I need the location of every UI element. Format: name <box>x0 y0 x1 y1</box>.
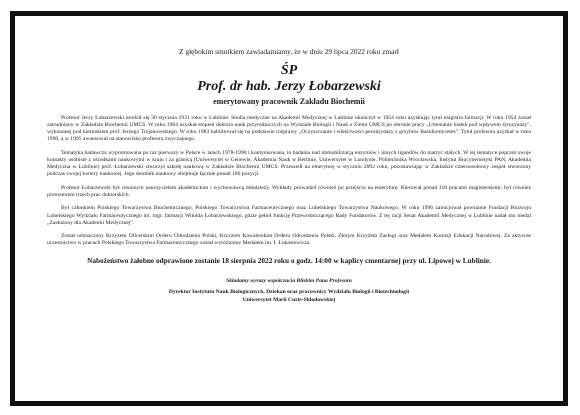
deceased-name: Prof. dr hab. Jerzy Łobarzewski <box>197 79 381 94</box>
intro-text: Z głębokim smutkiem zawiadamiamy, że w dniu 29 lipca 2022 roku zmarł <box>179 47 399 56</box>
bio-paragraph: Profesor Jerzy Łobarzewski urodził się 30 stycznia 1931 roku w Lublinie. Studia medyczne na Akademii Medycznej w Lublinie ukończył w 1954 roku uzyskując tytuł magistra farmacji. W roku 1954 został zatrudniony w Zakładzie Biochemii UMCS. W roku 1964 uzyskał stopień doktora nauk przyrodniczych na Wydziale Biologii i Nauk o Ziemi UMCS po obronie pracy „Utlenianie białek pod wpływem tyrozynazy", wykonanej pod kierunkiem prof. Jerzego Trojanowskiego. W roku 1983 habilitował się na podstawie rozprawy „Oczyszczanie i właściwości peroksydazy z grzybów Basidiomycetes". Tytuł profesora uzyskał w roku 1990, a w 1995 awansował na stanowisko profesora zwyczajnego. <box>47 115 531 143</box>
obituary-content <box>47 47 531 395</box>
bio-paragraph: Profesor Łobarzewski był cenionym nauczycielem akademickim i wychowawcą młodzieży. Wykłady prowadził również po przejściu na emeryturę. Kierował ponad 110 pracami magisterskimi; był również promotorem trzech prac doktorskich. <box>47 184 531 198</box>
funeral-notice: Nabożeństwo żałobne odprawione zostanie 18 sierpnia 2022 roku o godz. 14:00 w kaplicy cmentarnej przy ul. Lipowej w Lublinie. <box>87 256 491 266</box>
bio-paragraph: Był członkiem Polskiego Towarzystwa Biochemicznego, Polskiego Towarzystwa Farmaceutycznego oraz Lubelskiego Towarzystwa Naukowego. W roku 1996 zainicjował powstanie Fundacji Rozwoju Lubelskiego Wydziału Farmaceutycznego im. mgr. farmacji Witolda Łobarzewskiego, gdzie pełnił funkcję Przewodniczącego Rady Fundatorów. Z tej racji Senat Akademii Medycznej w Lublinie nadał mu medal „Zasłużony dla Akademii Medycznej". <box>47 205 531 226</box>
signature-line: Dyrektor Instytutu Nauk Biologicznych, Dziekan oraz pracownicy Wydziału Biologii i Biotechnologii <box>168 289 410 296</box>
signature-line: Uniwersytet Marii Curie-Skłodowskiej <box>242 296 336 303</box>
biography <box>47 115 531 247</box>
condolences: Składamy wyrazy współczucia Bliskim Pana Profesora <box>226 278 352 285</box>
sp-mark: ŚP <box>280 63 298 78</box>
obituary-frame <box>10 11 568 406</box>
bio-paragraph: Został odznaczony Krzyżem Oficerskim Orderu Odrodzenia Polski, Krzyżem Kawalerskim Orderu Odrodzenia Polski, Złotym Krzyżem Zasługi oraz Medalem Komisji Edukacji Narodowej. Za aktywne uczestnictwo w pracach Polskiego Towarzystwa Farmaceutycznego został wyróżniony Medalem im. I. Łukasiewicza. <box>47 233 531 247</box>
bio-paragraph: Tematyka badawcza wypromowana po raz pierwszy w Polsce w latach 1978-1990 i kontynuowana, to badania nad immobilizacją enzymów i innych ligandów do matryc stałych. W tej tematyce poprzez swoje kontakty osobiste z ośrodkami naukowymi w kraju i za granicą (Uniwersytet w Genewie, Akademia Nauk w Berlinie, Uniwersytet w Londynie, Politechnika Wrocławska, Instytut Biocybernetyki PAN, Akademia Medyczna w Lublinie) prof. Łobarzewski stworzył szkołę naukową w Zakładzie Biochemii UMCS. Przeszedł na emeryturę w styczniu 2002 roku, pozostawiając w Zakładzie czteroosobowy zespół stworzony podczas swojej kariery naukowej. Jego dorobek naukowy obejmuje łącznie ponad 100 pozycji. <box>47 149 531 178</box>
signature-block <box>47 289 531 304</box>
deceased-role: emerytowany pracownik Zakładu Biochemii <box>213 97 365 106</box>
